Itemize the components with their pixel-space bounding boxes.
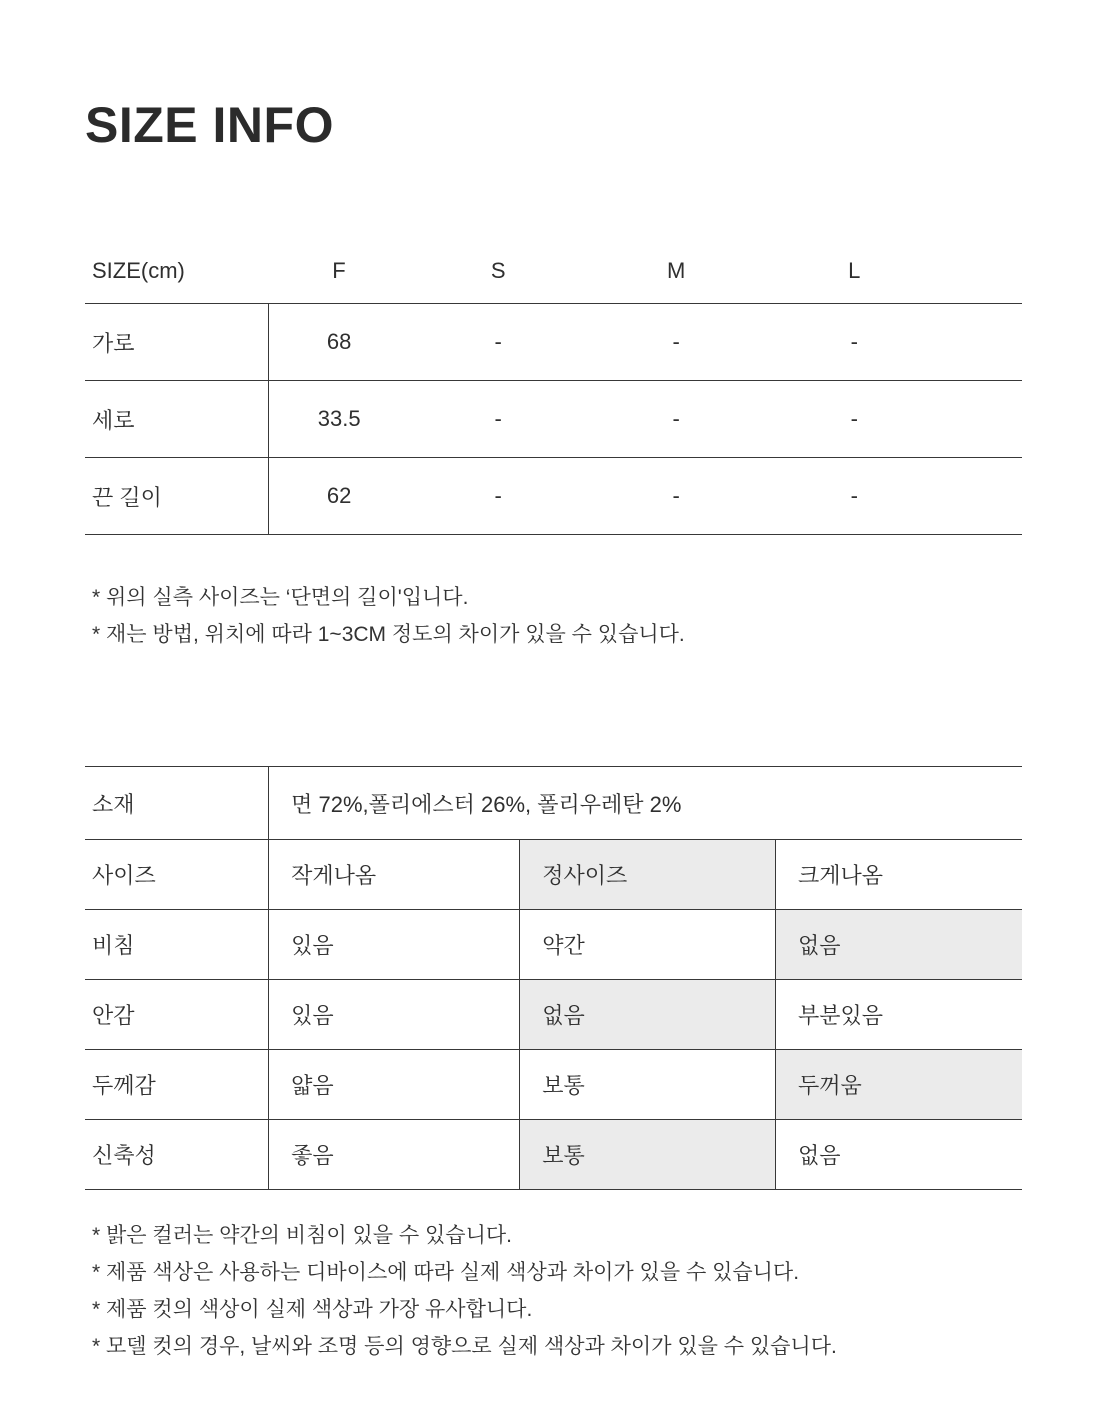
color-note-line: * 제품 컷의 색상이 실제 색상과 가장 유사합니다. xyxy=(92,1298,533,1321)
size-row-label: 세로 xyxy=(85,381,269,458)
detail-row-sheerness xyxy=(85,910,1022,980)
detail-option-cell: 보통 xyxy=(520,1050,776,1120)
detail-option-cell: 있음 xyxy=(269,980,520,1050)
color-notes xyxy=(92,1217,1022,1365)
size-value-cell: 33.5 xyxy=(269,381,410,458)
size-row-label: 가로 xyxy=(85,304,269,381)
detail-row-label: 안감 xyxy=(85,980,269,1050)
detail-option-cell: 좋음 xyxy=(269,1120,520,1190)
measure-note-line: * 위의 실측 사이즈는 ‘단면의 길이'입니다. xyxy=(92,586,469,609)
size-table-header-l: L xyxy=(765,239,943,304)
size-value-cell: - xyxy=(765,381,943,458)
size-value-cell: - xyxy=(409,381,587,458)
size-table-row-strap xyxy=(85,458,1022,535)
detail-row-lining xyxy=(85,980,1022,1050)
material-value: 면 72%,폴리에스터 26%, 폴리우레탄 2% xyxy=(269,767,1022,840)
detail-row-stretch xyxy=(85,1120,1022,1190)
size-table-header-s: S xyxy=(409,239,587,304)
detail-row-thickness xyxy=(85,1050,1022,1120)
size-row-label: 끈 길이 xyxy=(85,458,269,535)
size-value-cell: - xyxy=(587,304,765,381)
size-table-header-row xyxy=(85,239,1022,304)
detail-row-label: 사이즈 xyxy=(85,840,269,910)
page-title: SIZE INFO xyxy=(85,97,334,153)
detail-option-cell: 있음 xyxy=(269,910,520,980)
detail-option-cell: 부분있음 xyxy=(776,980,1022,1050)
size-table xyxy=(85,239,1022,535)
measure-note-line: * 재는 방법, 위치에 따라 1~3CM 정도의 차이가 있을 수 있습니다. xyxy=(92,623,685,646)
detail-row-label: 두께감 xyxy=(85,1050,269,1120)
size-table-header-f: F xyxy=(269,239,410,304)
size-value-cell: - xyxy=(587,381,765,458)
detail-option-cell: 없음 xyxy=(776,1120,1022,1190)
detail-option-cell: 작게나옴 xyxy=(269,840,520,910)
color-note-line: * 밝은 컬러는 약간의 비침이 있을 수 있습니다. xyxy=(92,1224,512,1247)
detail-option-cell: 두꺼움 xyxy=(776,1050,1022,1120)
size-table-row-height xyxy=(85,381,1022,458)
detail-option-cell: 약간 xyxy=(520,910,776,980)
size-value-cell: - xyxy=(587,458,765,535)
size-value-cell: 62 xyxy=(269,458,410,535)
size-value-spacer xyxy=(943,304,1022,381)
size-table-header-size-cm: SIZE(cm) xyxy=(85,239,269,304)
size-table-header-spacer xyxy=(943,239,1022,304)
size-value-cell: 68 xyxy=(269,304,410,381)
size-value-spacer xyxy=(943,458,1022,535)
detail-row-size-fit xyxy=(85,840,1022,910)
detail-option-cell: 보통 xyxy=(520,1120,776,1190)
fabric-detail-table xyxy=(85,766,1022,1190)
size-table-row-width xyxy=(85,304,1022,381)
detail-option-cell: 없음 xyxy=(776,910,1022,980)
size-value-spacer xyxy=(943,381,1022,458)
size-value-cell: - xyxy=(765,458,943,535)
detail-option-cell: 얇음 xyxy=(269,1050,520,1120)
detail-row-label: 신축성 xyxy=(85,1120,269,1190)
detail-option-cell: 없음 xyxy=(520,980,776,1050)
size-value-cell: - xyxy=(409,304,587,381)
detail-row-label: 소재 xyxy=(85,767,269,840)
detail-row-label: 비침 xyxy=(85,910,269,980)
size-value-cell: - xyxy=(409,458,587,535)
color-note-line: * 제품 색상은 사용하는 디바이스에 따라 실제 색상과 차이가 있을 수 있습니다. xyxy=(92,1261,800,1284)
size-value-cell: - xyxy=(765,304,943,381)
size-table-header-m: M xyxy=(587,239,765,304)
color-note-line: * 모델 컷의 경우, 날씨와 조명 등의 영향으로 실제 색상과 차이가 있을 수 있습니다. xyxy=(92,1335,837,1358)
detail-option-cell: 정사이즈 xyxy=(520,840,776,910)
detail-option-cell: 크게나옴 xyxy=(776,840,1022,910)
measure-notes xyxy=(92,579,1022,653)
detail-row-material xyxy=(85,767,1022,840)
